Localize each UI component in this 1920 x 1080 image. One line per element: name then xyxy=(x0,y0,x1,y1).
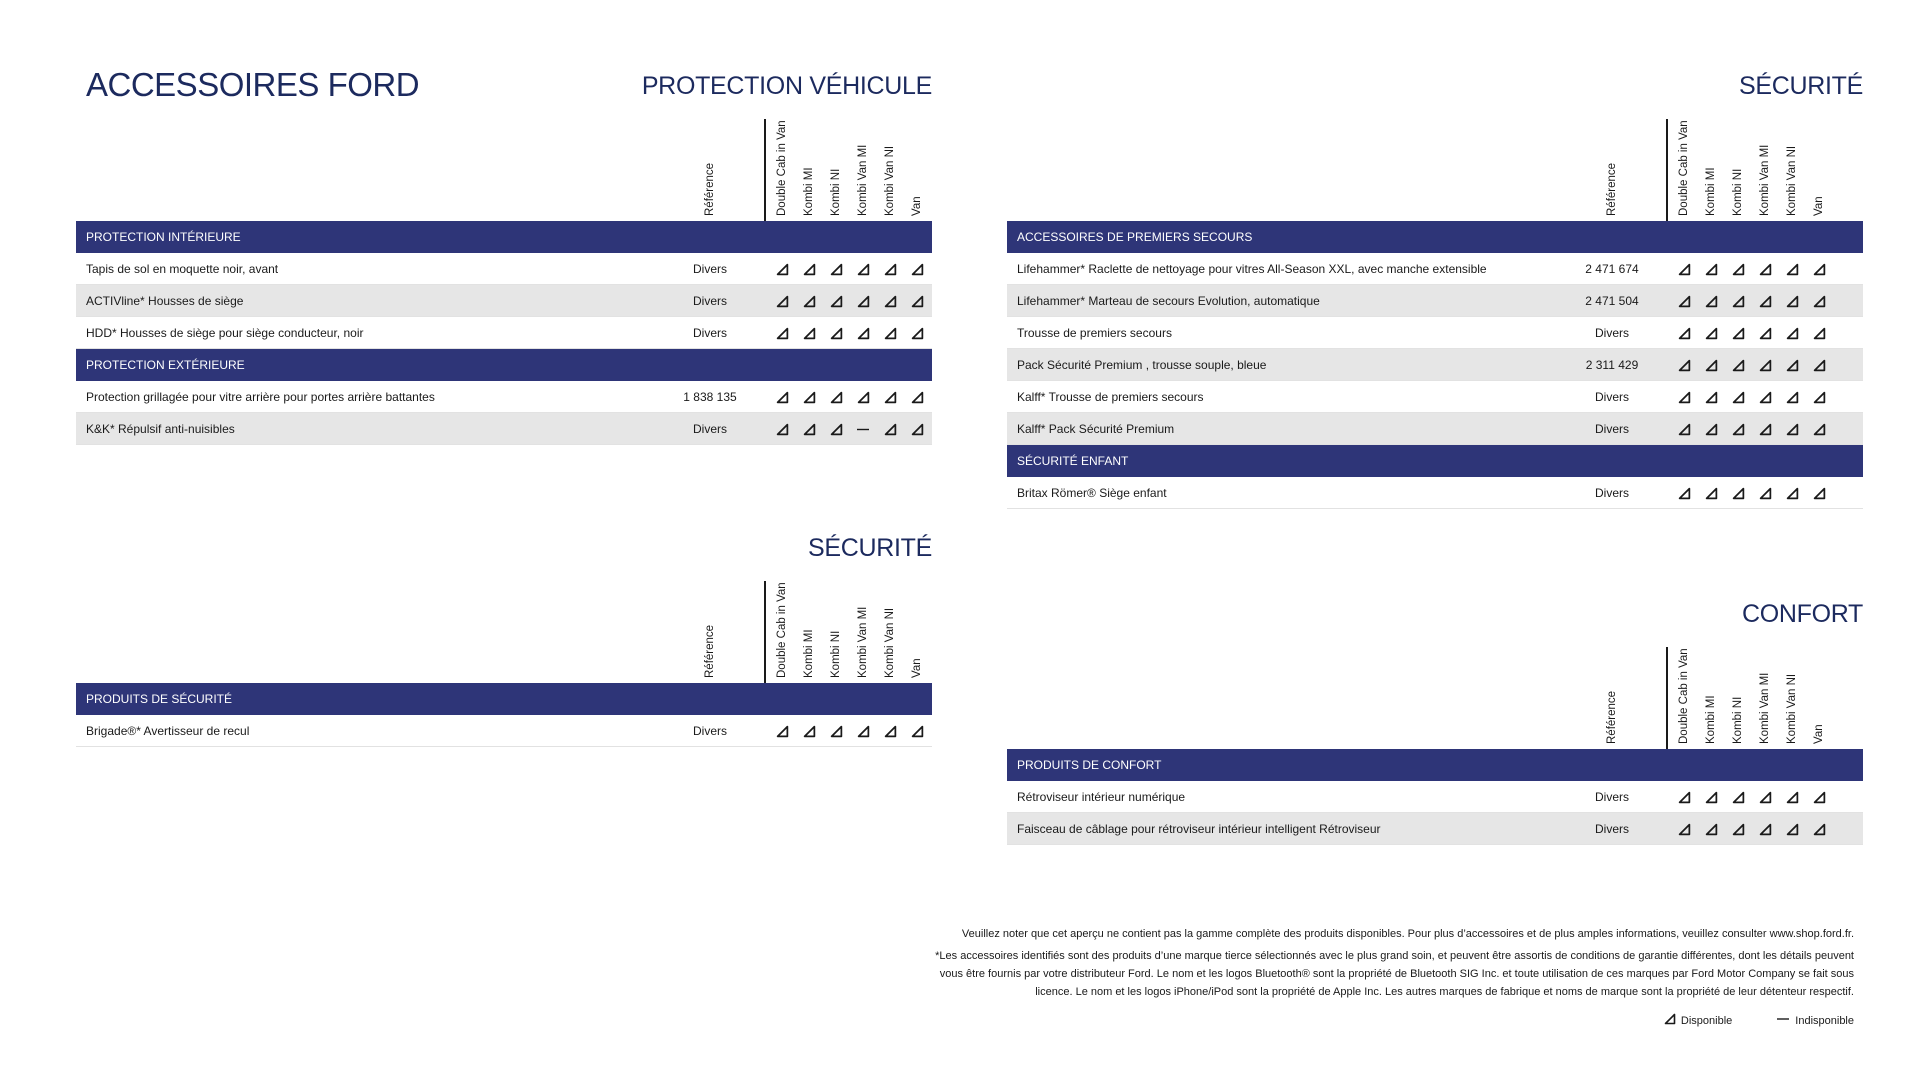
available-icon xyxy=(852,253,874,285)
column-model: Kombi Van NI xyxy=(884,145,896,216)
column-model: Double Cab in Van xyxy=(776,582,788,678)
row-label: Kalff* Trousse de premiers secours xyxy=(1017,390,1204,404)
available-icon xyxy=(1700,381,1722,413)
column-model: Kombi Van MI xyxy=(1759,144,1771,216)
available-icon xyxy=(771,317,793,349)
column-model: Van xyxy=(911,658,923,678)
available-icon xyxy=(1700,781,1722,813)
available-icon xyxy=(1781,413,1803,445)
column-header xyxy=(1007,119,1863,221)
available-icon xyxy=(1808,813,1830,845)
column-header xyxy=(76,581,932,683)
legend-unavailable xyxy=(1776,1013,1854,1028)
column-model: Kombi NI xyxy=(830,168,842,216)
row-label: Rétroviseur intérieur numérique xyxy=(1017,790,1186,804)
group-header: ACCESSOIRES DE PREMIERS SECOURS xyxy=(1007,221,1863,253)
row-label: HDD* Housses de siège pour siège conducteur, noir xyxy=(86,326,364,340)
available-icon xyxy=(906,413,928,445)
row-label: Kalff* Pack Sécurité Premium xyxy=(1017,422,1175,436)
group-header: SÉCURITÉ ENFANT xyxy=(1007,445,1863,477)
row-reference: Divers xyxy=(1594,486,1629,500)
column-model: Van xyxy=(1813,196,1825,216)
available-icon xyxy=(879,715,901,747)
available-icon xyxy=(906,253,928,285)
available-icon xyxy=(1727,413,1749,445)
column-model: Kombi NI xyxy=(1732,168,1744,216)
available-icon xyxy=(1781,381,1803,413)
column-model: Kombi MI xyxy=(1705,695,1717,744)
row-label: Pack Sécurité Premium , trousse souple, bleue xyxy=(1017,358,1267,372)
unavailable-icon xyxy=(852,413,874,445)
available-icon xyxy=(1781,781,1803,813)
legend xyxy=(1664,1013,1854,1028)
row-label: Protection grillagée pour vitre arrière pour portes arrière battantes xyxy=(86,390,435,404)
column-divider xyxy=(1666,647,1668,749)
available-icon xyxy=(798,381,820,413)
row-label: Brigade®* Avertisseur de recul xyxy=(86,724,250,738)
available-icon xyxy=(1700,477,1722,509)
group-header: PROTECTION INTÉRIEURE xyxy=(76,221,932,253)
legend-available xyxy=(1664,1013,1732,1028)
available-icon xyxy=(1781,285,1803,317)
available-icon xyxy=(1700,413,1722,445)
row-reference: Divers xyxy=(692,724,727,738)
column-model: Kombi Van NI xyxy=(1786,673,1798,744)
section-title: SÉCURITÉ xyxy=(1738,72,1863,100)
available-icon xyxy=(771,285,793,317)
row-label: Tapis de sol en moquette noir, avant xyxy=(86,262,279,276)
available-icon xyxy=(825,381,847,413)
available-icon xyxy=(825,285,847,317)
available-icon xyxy=(1754,781,1776,813)
column-model: Kombi NI xyxy=(1732,696,1744,744)
available-icon xyxy=(798,413,820,445)
available-icon xyxy=(1781,813,1803,845)
available-icon xyxy=(798,253,820,285)
table-row xyxy=(1007,813,1863,845)
unavailable-icon xyxy=(1776,1013,1790,1028)
row-label: Faisceau de câblage pour rétroviseur intérieur intelligent Rétroviseur xyxy=(1017,822,1381,836)
column-model: Kombi Van MI xyxy=(1759,672,1771,744)
table-row xyxy=(1007,253,1863,285)
available-icon xyxy=(879,413,901,445)
column-model: Kombi MI xyxy=(803,167,815,216)
group-header: PROTECTION EXTÉRIEURE xyxy=(76,349,932,381)
row-reference: Divers xyxy=(1594,790,1629,804)
available-icon xyxy=(1808,253,1830,285)
available-icon xyxy=(906,715,928,747)
section-securite-left xyxy=(76,528,932,747)
column-model: Double Cab in Van xyxy=(1678,120,1690,216)
available-icon xyxy=(1754,381,1776,413)
table-row xyxy=(1007,317,1863,349)
available-icon xyxy=(771,715,793,747)
row-reference: Divers xyxy=(692,262,727,276)
row-label: Lifehammer* Raclette de nettoyage pour vitres All-Season XXL, avec manche extensible xyxy=(1017,262,1487,276)
available-icon xyxy=(1754,813,1776,845)
available-icon xyxy=(879,253,901,285)
row-reference: Divers xyxy=(692,294,727,308)
available-icon xyxy=(1727,477,1749,509)
available-icon xyxy=(798,317,820,349)
column-header xyxy=(1007,647,1863,749)
column-reference: Référence xyxy=(1606,690,1618,744)
available-icon xyxy=(906,317,928,349)
table-row xyxy=(76,253,932,285)
footnote-availability: Veuillez noter que cet aperçu ne contient pas la gamme complète des produits disponibles. Pour plus d’accessoires et de plus amples informations, veuillez consulter www.shop.ford.fr. xyxy=(961,928,1854,940)
available-icon xyxy=(1808,381,1830,413)
available-icon xyxy=(1673,813,1695,845)
available-icon xyxy=(1781,349,1803,381)
table-row xyxy=(1007,285,1863,317)
available-icon xyxy=(1673,781,1695,813)
available-icon xyxy=(1700,813,1722,845)
available-icon xyxy=(771,253,793,285)
available-icon xyxy=(825,413,847,445)
available-icon xyxy=(1754,349,1776,381)
available-icon xyxy=(1754,413,1776,445)
legend-unavailable-label: Indisponible xyxy=(1795,1014,1854,1027)
section-title: SÉCURITÉ xyxy=(807,534,932,562)
column-model: Double Cab in Van xyxy=(1678,648,1690,744)
legend-available-label: Disponible xyxy=(1680,1014,1733,1027)
group-header: PRODUITS DE CONFORT xyxy=(1007,749,1863,781)
row-label: ACTIVline* Housses de siège xyxy=(86,294,244,308)
footnote-trademarks-line-2: vous être fournis par votre distributeur Ford. Le nom et les logos Bluetooth® sont la propriété de Bluetooth SIG Inc. et toute utilisation de ces marques par Ford Motor Company se fait sous xyxy=(939,968,1854,980)
available-icon xyxy=(825,715,847,747)
available-icon xyxy=(1664,1013,1676,1028)
section-securite-right xyxy=(1007,66,1863,509)
column-model: Van xyxy=(1813,724,1825,744)
column-model: Van xyxy=(911,196,923,216)
available-icon xyxy=(825,317,847,349)
footnote-trademarks xyxy=(894,947,1854,1001)
row-reference: 2 471 504 xyxy=(1585,294,1639,308)
available-icon xyxy=(798,285,820,317)
column-divider xyxy=(1666,119,1668,221)
available-icon xyxy=(1808,317,1830,349)
available-icon xyxy=(852,715,874,747)
available-icon xyxy=(1781,477,1803,509)
table-row xyxy=(1007,381,1863,413)
table-row xyxy=(1007,349,1863,381)
available-icon xyxy=(1808,349,1830,381)
column-model: Double Cab in Van xyxy=(776,120,788,216)
column-divider xyxy=(764,119,766,221)
row-label: Lifehammer* Marteau de secours Evolution, automatique xyxy=(1017,294,1320,308)
available-icon xyxy=(1700,285,1722,317)
available-icon xyxy=(906,381,928,413)
available-icon xyxy=(1700,317,1722,349)
available-icon xyxy=(1808,285,1830,317)
section-protection-vehicule xyxy=(76,66,932,445)
column-reference: Référence xyxy=(704,162,716,216)
column-model: Kombi Van NI xyxy=(884,607,896,678)
group-header: PRODUITS DE SÉCURITÉ xyxy=(76,683,932,715)
available-icon xyxy=(1727,381,1749,413)
available-icon xyxy=(1727,813,1749,845)
available-icon xyxy=(852,285,874,317)
available-icon xyxy=(1808,413,1830,445)
available-icon xyxy=(1727,317,1749,349)
column-divider xyxy=(764,581,766,683)
available-icon xyxy=(1673,317,1695,349)
available-icon xyxy=(852,317,874,349)
available-icon xyxy=(1673,477,1695,509)
row-label: Britax Römer® Siège enfant xyxy=(1017,486,1167,500)
available-icon xyxy=(1781,317,1803,349)
available-icon xyxy=(1727,253,1749,285)
table-row xyxy=(76,317,932,349)
available-icon xyxy=(1808,477,1830,509)
row-reference: Divers xyxy=(1594,326,1629,340)
column-model: Kombi Van MI xyxy=(857,606,869,678)
table-row xyxy=(1007,781,1863,813)
row-reference: Divers xyxy=(692,422,727,436)
row-label: Trousse de premiers secours xyxy=(1017,326,1172,340)
table-row xyxy=(76,715,932,747)
available-icon xyxy=(1754,477,1776,509)
available-icon xyxy=(1673,285,1695,317)
available-icon xyxy=(1727,781,1749,813)
footnotes xyxy=(894,925,1854,1001)
available-icon xyxy=(1673,413,1695,445)
table-row xyxy=(76,413,932,445)
available-icon xyxy=(1673,253,1695,285)
available-icon xyxy=(798,715,820,747)
footnote-trademarks-line-3: licence. Le nom et les logos iPhone/iPod sont la propriété de Apple Inc. Les autres marques de fabrique et noms de marque sont la propriété de leur détenteur respectif. xyxy=(1035,986,1854,998)
available-icon xyxy=(1781,253,1803,285)
column-header xyxy=(76,119,932,221)
column-model: Kombi Van NI xyxy=(1786,145,1798,216)
column-model: Kombi NI xyxy=(830,630,842,678)
available-icon xyxy=(1754,317,1776,349)
column-model: Kombi Van MI xyxy=(857,144,869,216)
row-reference: Divers xyxy=(1594,390,1629,404)
table-row xyxy=(76,285,932,317)
available-icon xyxy=(1754,285,1776,317)
available-icon xyxy=(1808,781,1830,813)
available-icon xyxy=(825,253,847,285)
available-icon xyxy=(771,381,793,413)
section-confort xyxy=(1007,594,1863,845)
table-row xyxy=(1007,413,1863,445)
column-model: Kombi MI xyxy=(1705,167,1717,216)
table-row xyxy=(1007,477,1863,509)
column-model: Kombi MI xyxy=(803,629,815,678)
available-icon xyxy=(1700,349,1722,381)
footnote-trademarks-line-1: *Les accessoires identifiés sont des produits d’une marque tierce sélectionnés avec le plus grand soin, et peuvent être assortis de conditions de garantie différentes, dont les détails peuvent xyxy=(935,950,1854,962)
column-reference: Référence xyxy=(704,624,716,678)
available-icon xyxy=(771,413,793,445)
row-reference: Divers xyxy=(1594,822,1629,836)
available-icon xyxy=(906,285,928,317)
row-reference: 1 838 135 xyxy=(683,390,737,404)
available-icon xyxy=(879,381,901,413)
table-row xyxy=(76,381,932,413)
section-title: PROTECTION VÉHICULE xyxy=(641,72,932,100)
available-icon xyxy=(852,381,874,413)
brand-title: ACCESSOIRES FORD xyxy=(86,66,420,103)
section-title: CONFORT xyxy=(1741,600,1863,628)
available-icon xyxy=(1754,253,1776,285)
available-icon xyxy=(1700,253,1722,285)
row-reference: 2 311 429 xyxy=(1585,358,1639,372)
row-label: K&K* Répulsif anti-nuisibles xyxy=(86,422,235,436)
available-icon xyxy=(1673,349,1695,381)
row-reference: 2 471 674 xyxy=(1585,262,1639,276)
available-icon xyxy=(879,285,901,317)
row-reference: Divers xyxy=(692,326,727,340)
available-icon xyxy=(1727,285,1749,317)
row-reference: Divers xyxy=(1594,422,1629,436)
available-icon xyxy=(1727,349,1749,381)
available-icon xyxy=(879,317,901,349)
available-icon xyxy=(1673,381,1695,413)
column-reference: Référence xyxy=(1606,162,1618,216)
